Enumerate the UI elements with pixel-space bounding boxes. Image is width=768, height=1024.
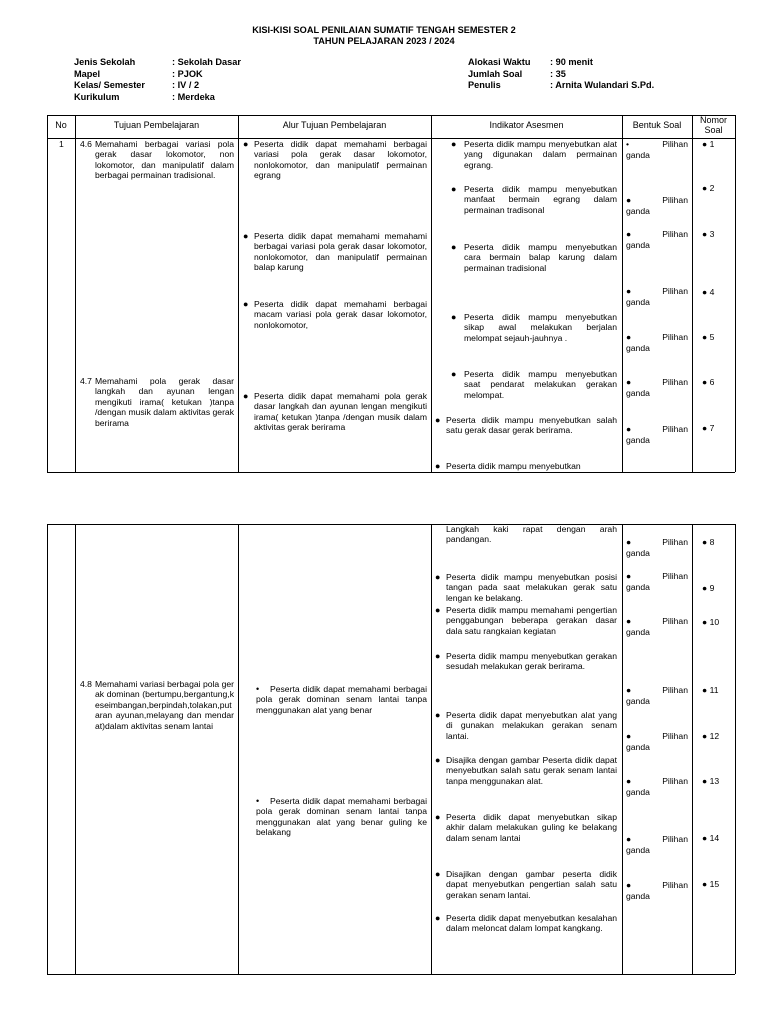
- meta-value: : 35: [550, 68, 566, 79]
- meta-value: : Sekolah Dasar: [172, 57, 241, 67]
- bullet-icon: ●: [451, 184, 457, 194]
- header-indikator: Indikator Asesmen: [489, 120, 564, 130]
- tp-text: Memahami pola gerak dasar langkah dan ayunan lengan mengikuti irama( ketukan )tanpa /dengan musik dalam aktivitas gerak berirama: [95, 376, 235, 428]
- nomor-soal: ● 13: [702, 776, 720, 786]
- bullet-icon: •: [256, 684, 260, 694]
- meta-left-values: [172, 57, 241, 103]
- meta-label: Jenis Sekolah: [74, 57, 136, 67]
- table-border: [47, 974, 735, 975]
- nomor-soal: ● 1: [702, 139, 715, 149]
- bullet-icon: ●: [626, 377, 632, 387]
- indikator-item: ● Peserta didik mampu menyebutkan manfaat bermain egrang dalam permainan tradisonal: [451, 184, 617, 215]
- header-bentuk: Bentuk Soal: [632, 120, 682, 130]
- document-title-line2: TAHUN PELAJARAN 2023 / 2024: [313, 36, 455, 46]
- indikator-item: ● Peserta didik mampu menyebutkan alat yang digunakan dalam permainan egrang.: [451, 139, 617, 170]
- bentuk-soal: ● Pilihan ganda: [626, 195, 688, 216]
- table-border: [622, 524, 623, 974]
- bentuk-soal: ● Pilihan ganda: [626, 537, 688, 558]
- atp-item: • Peserta didik dapat memahami berbagai pola gerak dominan senam lantai tanpa menggunakan alat yang benar guling ke belakang: [256, 796, 427, 838]
- table-border: [47, 472, 735, 473]
- meta-label: Alokasi Waktu: [468, 57, 531, 67]
- table-border: [735, 524, 736, 974]
- bentuk-soal: • Pilihan ganda: [626, 139, 688, 160]
- bullet-icon: ●: [243, 139, 249, 149]
- bullet-icon: ●: [451, 369, 457, 379]
- header-nomor: Nomor Soal: [699, 115, 727, 135]
- bullet-icon: ●: [626, 537, 632, 547]
- bullet-icon: ●: [435, 869, 441, 879]
- meta-label: Kelas/ Semester: [74, 80, 145, 90]
- bullet-icon: ●: [626, 286, 632, 296]
- bentuk-soal: ● Pilihan ganda: [626, 424, 688, 445]
- bullet-icon: ●: [243, 299, 249, 309]
- meta-left-labels: [74, 57, 145, 103]
- bullet-icon: ●: [435, 812, 441, 822]
- bentuk-soal: ● Pilihan ganda: [626, 731, 688, 752]
- indikator-item: ● Peserta didik mampu menyebutkan sikap awal melakukan berjalan melompat sejauh-jauhnya .: [451, 312, 617, 343]
- indikator-item: ● Peserta didik mampu menyebutkan: [435, 461, 581, 471]
- bentuk-soal: ● Pilihan ganda: [626, 616, 688, 637]
- bentuk-soal: ● Pilihan ganda: [626, 685, 688, 706]
- atp-item: ● Peserta didik dapat memahami memahami berbagai variasi pola gerak dasar lokomotor, nonlokomotor, dan manipulatif permainan balap karung: [243, 231, 427, 273]
- atp-item: • Peserta didik dapat memahami berbagai pola gerak dominan senam lantai tanpa menggunakan alat yang benar: [256, 684, 427, 715]
- indikator-item: ● Peserta didik dapat menyebutkan sikap akhir dalam melakukan guling ke belakang dalam senam lantai: [435, 812, 617, 843]
- meta-value: : Merdeka: [172, 91, 215, 102]
- atp-item: ● Peserta didik dapat memahami pola gerak dasar langkah dan ayunan lengan mengikuti irama( ketukan )tanpa /dengan musik dalam aktivitas gerak berirama: [243, 391, 427, 433]
- nomor-soal: ● 10: [702, 617, 720, 627]
- nomor-soal: ● 9: [702, 583, 715, 593]
- meta-label: Kurikulum: [74, 91, 120, 102]
- meta-label: Penulis: [468, 80, 501, 90]
- bullet-icon: ●: [435, 913, 441, 923]
- bullet-icon: ●: [435, 415, 441, 425]
- meta-value: : IV / 2: [172, 80, 200, 90]
- bentuk-soal: ● Pilihan ganda: [626, 229, 688, 250]
- nomor-soal: ● 15: [702, 879, 720, 889]
- indikator-item: ● Peserta didik dapat menyebutkan alat yang di gunakan melakukan gerakan senam lantai.: [435, 710, 617, 741]
- header-tujuan: Tujuan Pembelajaran: [113, 120, 200, 130]
- bullet-icon: ●: [451, 242, 457, 252]
- table-border: [47, 115, 735, 116]
- indikator-item: ● Peserta didik mampu menyebutkan salah satu gerak dasar gerak berirama.: [435, 415, 617, 436]
- bullet-icon: •: [256, 796, 260, 806]
- bullet-icon: ●: [626, 424, 632, 434]
- indikator-item: ● Peserta didik dapat menyebutkan kesalahan dalam meloncat dalam lompat kangkang.: [435, 913, 617, 934]
- table-border: [47, 524, 735, 525]
- document-title-line1: KISI-KISI SOAL PENILAIAN SUMATIF TENGAH SEMESTER 2: [252, 25, 516, 35]
- nomor-soal: ● 11: [702, 685, 719, 695]
- table-border: [692, 524, 693, 974]
- bullet-icon: ●: [626, 571, 632, 581]
- meta-value: : Arnita Wulandari S.Pd.: [550, 80, 655, 90]
- meta-value: : 90 menit: [550, 57, 593, 67]
- bentuk-soal: ● Pilihan ganda: [626, 286, 688, 307]
- nomor-soal: ● 6: [702, 377, 715, 387]
- header-alur: Alur Tujuan Pembelajaran: [282, 120, 387, 130]
- bentuk-soal: ● Pilihan ganda: [626, 332, 688, 353]
- indikator-item: ● Peserta didik mampu menyebutkan gerakan sesudah melakukan gerak berirama.: [435, 651, 617, 672]
- nomor-soal: ● 14: [702, 833, 720, 843]
- bentuk-soal: ● Pilihan ganda: [626, 834, 688, 855]
- atp-item: ● Peserta didik dapat memahami berbagai variasi pola gerak dasar lokomotor, nonlokomotor, dan manipulatif permainan egrang: [243, 139, 427, 181]
- header-no: No: [55, 120, 67, 130]
- row-number: 1: [59, 139, 64, 149]
- bullet-icon: ●: [435, 461, 441, 471]
- indikator-item: ● Disajikan dengan gambar peserta didik dapat menyebutkan pengertian salah satu gerakan senam lantai.: [435, 869, 617, 900]
- meta-value: : PJOK: [172, 68, 203, 79]
- bullet-icon: •: [626, 139, 630, 149]
- bullet-icon: ●: [435, 651, 441, 661]
- tp-text: Memahami berbagai variasi pola gerak dasar lokomotor, non lokomotor, dan manipulatif dalam berbagai permainan tradisional.: [95, 139, 234, 181]
- bentuk-soal: ● Pilihan ganda: [626, 880, 688, 901]
- bullet-icon: ●: [243, 231, 249, 241]
- nomor-soal: ● 2: [702, 183, 715, 193]
- bullet-icon: ●: [626, 195, 632, 205]
- indikator-item: ● Peserta didik mampu memahami pengertian penggabungan beberapa gerakan dasar dala satu rangkaian kegiatan: [435, 605, 617, 636]
- table-border: [735, 115, 736, 472]
- table-border: [47, 115, 48, 472]
- indikator-item: ● Peserta didik mampu menyebutkan saat pendarat melakukan gerakan melompat.: [451, 369, 617, 400]
- bullet-icon: ●: [626, 616, 632, 626]
- indikator-item: ● Peserta didik mampu menyebutkan cara bermain balap karung dalam permainan tradisional: [451, 242, 617, 273]
- table-border: [431, 115, 432, 472]
- bullet-icon: ●: [626, 731, 632, 741]
- nomor-soal: ● 5: [702, 332, 715, 342]
- tp-text: Memahami variasi berbagai pola gerak dominan (bertumpu,bergantung,keseimbangan,berpindah,tolakan,putaran ayunan,melayang dan mendarat)dalam aktivitas senam lantai: [95, 679, 235, 731]
- meta-label: Mapel: [74, 68, 101, 79]
- bullet-icon: ●: [451, 139, 457, 149]
- table-border: [75, 115, 76, 472]
- tp-number: 4.6: [80, 139, 92, 149]
- bullet-icon: ●: [626, 776, 632, 786]
- nomor-soal: ● 3: [702, 229, 715, 239]
- nomor-soal: ● 8: [702, 537, 715, 547]
- table-border: [238, 115, 239, 472]
- table-border: [692, 115, 693, 472]
- meta-right-labels: [468, 57, 530, 92]
- bentuk-soal: ● Pilihan ganda: [626, 571, 688, 592]
- bullet-icon: ●: [435, 755, 441, 765]
- table-border: [431, 524, 432, 974]
- indikator-item: ● Disajika dengan gambar Peserta didik dapat menyebutkan salah satu gerak senam lantai tanpa menggunakan alat.: [435, 755, 617, 786]
- table-border: [622, 115, 623, 472]
- bullet-icon: ●: [435, 605, 441, 615]
- bullet-icon: ●: [626, 332, 632, 342]
- bullet-icon: ●: [626, 880, 632, 890]
- table-border: [75, 524, 76, 974]
- nomor-soal: ● 12: [702, 731, 720, 741]
- tp-number: 4.8: [80, 679, 92, 689]
- bentuk-soal: ● Pilihan ganda: [626, 377, 688, 398]
- bullet-icon: ●: [626, 229, 632, 239]
- bullet-icon: ●: [451, 312, 457, 322]
- atp-item: ● Peserta didik dapat memahami berbagai macam variasi pola gerak dasar lokomotor, nonlokomotor,: [243, 299, 427, 330]
- meta-right-values: [550, 57, 654, 92]
- indikator-item: Langkah kaki rapat dengan arah pandangan.: [446, 524, 617, 545]
- bullet-icon: ●: [243, 391, 249, 401]
- indikator-item: ● Peserta didik mampu menyebutkan posisi tangan pada saat melakukan gerak satu lengan ke belakang.: [435, 572, 617, 603]
- nomor-soal: ● 7: [702, 423, 715, 433]
- bentuk-soal: ● Pilihan ganda: [626, 776, 688, 797]
- meta-label: Jumlah Soal: [468, 68, 523, 79]
- table-border: [47, 524, 48, 974]
- nomor-soal: ● 4: [702, 287, 715, 297]
- tp-number: 4.7: [80, 376, 92, 386]
- bullet-icon: ●: [626, 834, 632, 844]
- bullet-icon: ●: [435, 572, 441, 582]
- bullet-icon: ●: [435, 710, 441, 720]
- table-border: [238, 524, 239, 974]
- bullet-icon: ●: [626, 685, 632, 695]
